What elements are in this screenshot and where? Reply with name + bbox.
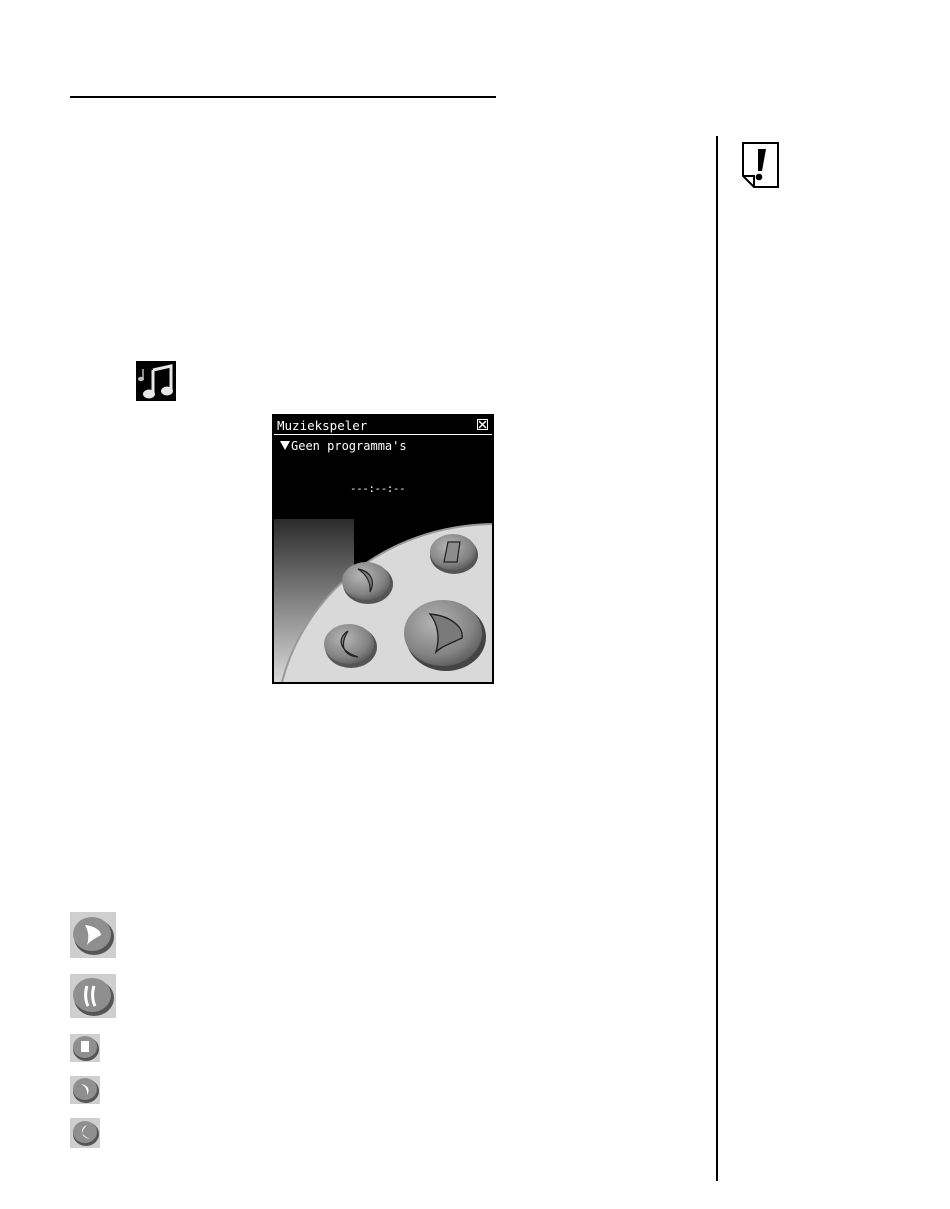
close-icon[interactable]: [477, 419, 488, 430]
dropdown-triangle-icon: [280, 441, 290, 450]
program-label: Geen programma's: [291, 439, 407, 453]
next-icon: [70, 1076, 100, 1104]
play-icon: [70, 912, 116, 958]
stop-button[interactable]: [428, 530, 480, 576]
music-notes-icon[interactable]: [136, 361, 176, 401]
stop-icon: [70, 1034, 100, 1062]
exclamation-note-icon: [740, 140, 782, 190]
time-readout: ---:--:--: [350, 482, 406, 495]
program-selector[interactable]: [280, 438, 407, 454]
previous-icon: [70, 1118, 100, 1148]
next-button[interactable]: [340, 558, 394, 606]
play-button[interactable]: [402, 594, 488, 674]
margin-rule: [716, 136, 718, 1181]
player-title-bar: [274, 416, 492, 435]
header-rule: [70, 96, 496, 98]
music-player-window: [272, 414, 494, 684]
pause-icon: [70, 974, 116, 1018]
previous-button[interactable]: [322, 620, 378, 670]
player-title: Muziekspeler: [277, 418, 368, 433]
